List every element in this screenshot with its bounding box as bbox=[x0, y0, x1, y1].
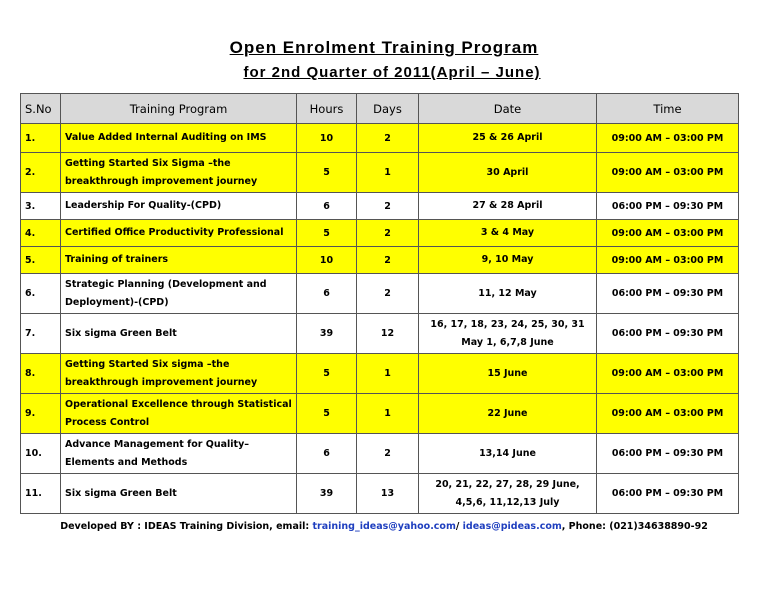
cell-hours: 5 bbox=[297, 354, 357, 394]
footer-separator: / bbox=[455, 521, 463, 532]
cell-days: 1 bbox=[357, 153, 419, 193]
column-header-time: Time bbox=[597, 94, 739, 124]
email-link-2[interactable]: ideas@pideas.com bbox=[462, 521, 562, 532]
column-header-program: Training Program bbox=[61, 94, 297, 124]
column-header-days: Days bbox=[357, 94, 419, 124]
cell-sno: 2. bbox=[21, 153, 61, 193]
cell-time: 06:00 PM – 09:30 PM bbox=[597, 314, 739, 354]
document-title: Open Enrolment Training Program bbox=[229, 38, 539, 57]
cell-date: 13,14 June bbox=[419, 434, 597, 474]
cell-program: Six sigma Green Belt bbox=[61, 474, 297, 514]
cell-program: Getting Started Six sigma –the breakthrough improvement journey bbox=[61, 354, 297, 394]
cell-hours: 10 bbox=[297, 247, 357, 274]
cell-date: 30 April bbox=[419, 153, 597, 193]
footer-contact bbox=[0, 521, 768, 532]
cell-time: 09:00 AM – 03:00 PM bbox=[597, 247, 739, 274]
cell-date: 27 & 28 April bbox=[419, 193, 597, 220]
cell-days: 2 bbox=[357, 434, 419, 474]
column-header-date: Date bbox=[419, 94, 597, 124]
cell-hours: 39 bbox=[297, 314, 357, 354]
cell-date: 20, 21, 22, 27, 28, 29 June, 4,5,6, 11,12,13 July bbox=[419, 474, 597, 514]
cell-days: 2 bbox=[357, 220, 419, 247]
cell-days: 13 bbox=[357, 474, 419, 514]
footer-phone: , Phone: (021)34638890-92 bbox=[561, 521, 708, 532]
cell-date: 11, 12 May bbox=[419, 274, 597, 314]
cell-days: 2 bbox=[357, 274, 419, 314]
cell-days: 12 bbox=[357, 314, 419, 354]
email-link-1[interactable]: training_ideas@yahoo.com bbox=[312, 521, 456, 532]
cell-time: 06:00 PM – 09:30 PM bbox=[597, 474, 739, 514]
document-subtitle: for 2nd Quarter of 2011(April – June) bbox=[243, 64, 541, 81]
cell-days: 2 bbox=[357, 124, 419, 153]
cell-date: 15 June bbox=[419, 354, 597, 394]
cell-hours: 6 bbox=[297, 434, 357, 474]
cell-program: Training of trainers bbox=[61, 247, 297, 274]
cell-time: 09:00 AM – 03:00 PM bbox=[597, 124, 739, 153]
table-row bbox=[21, 354, 739, 394]
table-row bbox=[21, 394, 739, 434]
footer-prefix: Developed BY : IDEAS Training Division, email: bbox=[60, 521, 313, 532]
table-row bbox=[21, 124, 739, 153]
cell-sno: 9. bbox=[21, 394, 61, 434]
table-row bbox=[21, 220, 739, 247]
cell-date: 25 & 26 April bbox=[419, 124, 597, 153]
cell-time: 09:00 AM – 03:00 PM bbox=[597, 153, 739, 193]
table-row bbox=[21, 153, 739, 193]
cell-days: 1 bbox=[357, 354, 419, 394]
cell-time: 06:00 PM – 09:30 PM bbox=[597, 434, 739, 474]
cell-program: Getting Started Six Sigma –the breakthrough improvement journey bbox=[61, 153, 297, 193]
cell-time: 09:00 AM – 03:00 PM bbox=[597, 220, 739, 247]
cell-hours: 5 bbox=[297, 220, 357, 247]
cell-hours: 6 bbox=[297, 274, 357, 314]
cell-time: 09:00 AM – 03:00 PM bbox=[597, 394, 739, 434]
cell-sno: 4. bbox=[21, 220, 61, 247]
cell-days: 1 bbox=[357, 394, 419, 434]
cell-program: Operational Excellence through Statistical Process Control bbox=[61, 394, 297, 434]
cell-sno: 1. bbox=[21, 124, 61, 153]
cell-hours: 39 bbox=[297, 474, 357, 514]
table-row bbox=[21, 474, 739, 514]
cell-date: 16, 17, 18, 23, 24, 25, 30, 31 May 1, 6,7,8 June bbox=[419, 314, 597, 354]
cell-program: Six sigma Green Belt bbox=[61, 314, 297, 354]
training-schedule-table bbox=[20, 93, 739, 514]
cell-date: 22 June bbox=[419, 394, 597, 434]
cell-sno: 11. bbox=[21, 474, 61, 514]
table-row bbox=[21, 314, 739, 354]
cell-program: Leadership For Quality-(CPD) bbox=[61, 193, 297, 220]
table-header-row bbox=[21, 94, 739, 124]
cell-sno: 7. bbox=[21, 314, 61, 354]
cell-date: 3 & 4 May bbox=[419, 220, 597, 247]
cell-program: Certified Office Productivity Professional bbox=[61, 220, 297, 247]
cell-hours: 5 bbox=[297, 394, 357, 434]
cell-sno: 10. bbox=[21, 434, 61, 474]
table-row bbox=[21, 434, 739, 474]
cell-program: Strategic Planning (Development and Deployment)-(CPD) bbox=[61, 274, 297, 314]
cell-time: 09:00 AM – 03:00 PM bbox=[597, 354, 739, 394]
cell-hours: 10 bbox=[297, 124, 357, 153]
cell-hours: 6 bbox=[297, 193, 357, 220]
cell-sno: 8. bbox=[21, 354, 61, 394]
cell-sno: 6. bbox=[21, 274, 61, 314]
column-header-sno: S.No bbox=[21, 94, 61, 124]
column-header-hours: Hours bbox=[297, 94, 357, 124]
cell-hours: 5 bbox=[297, 153, 357, 193]
cell-days: 2 bbox=[357, 247, 419, 274]
table-row bbox=[21, 247, 739, 274]
cell-sno: 5. bbox=[21, 247, 61, 274]
cell-sno: 3. bbox=[21, 193, 61, 220]
cell-days: 2 bbox=[357, 193, 419, 220]
table-row bbox=[21, 193, 739, 220]
cell-time: 06:00 PM – 09:30 PM bbox=[597, 193, 739, 220]
table-row bbox=[21, 274, 739, 314]
cell-program: Advance Management for Quality– Elements and Methods bbox=[61, 434, 297, 474]
cell-time: 06:00 PM – 09:30 PM bbox=[597, 274, 739, 314]
cell-program: Value Added Internal Auditing on IMS bbox=[61, 124, 297, 153]
cell-date: 9, 10 May bbox=[419, 247, 597, 274]
